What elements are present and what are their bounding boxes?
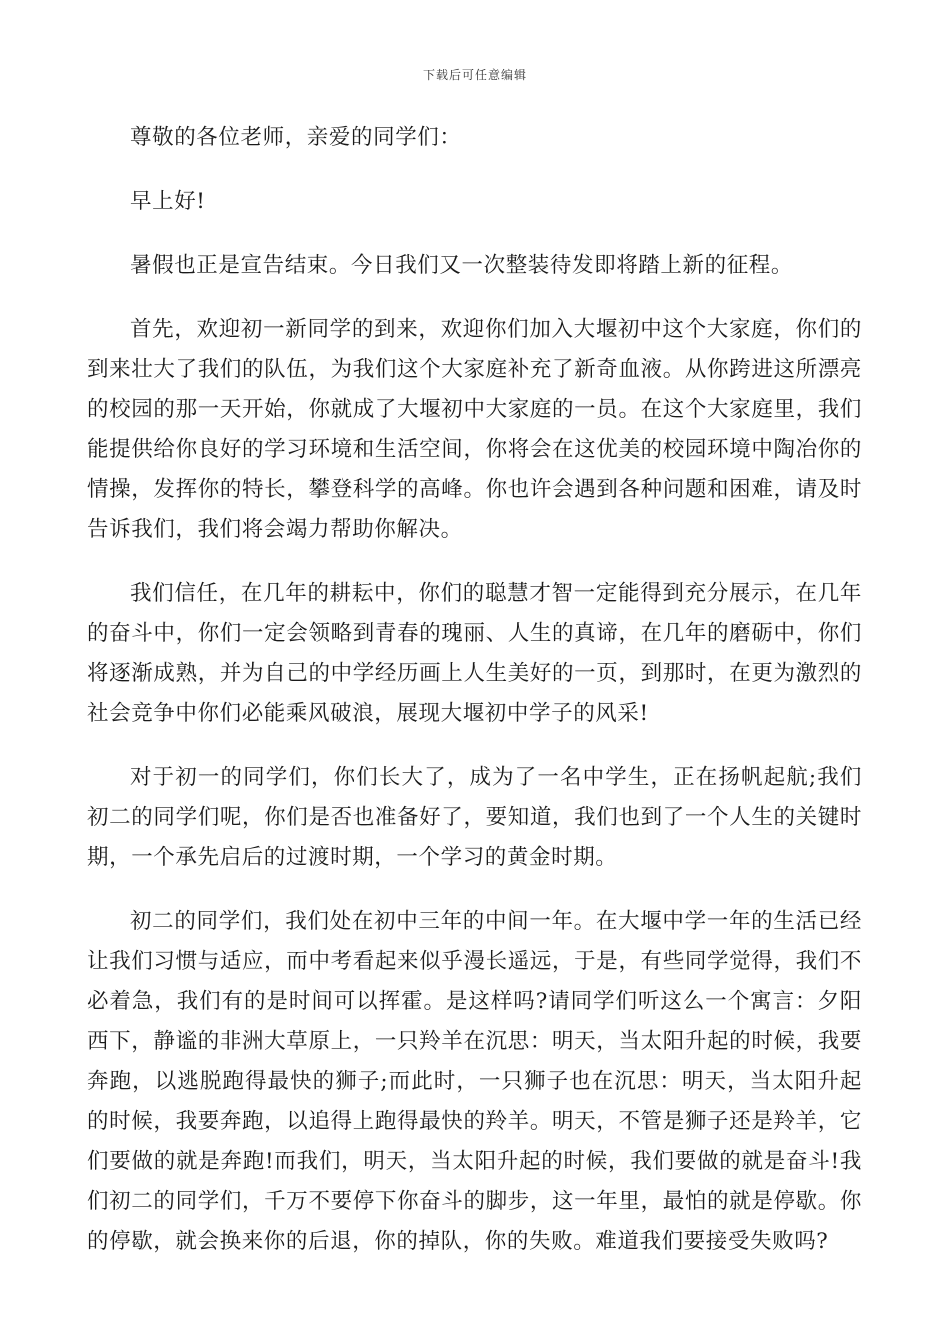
paragraph-trust: 我们信任，在几年的耕耘中，你们的聪慧才智一定能得到充分展示，在几年的奋斗中，你们一定会领略到青春的瑰丽、人生的真谛，在几年的磨砺中，你们将逐渐成熟，并为自己的中学经历画上人生美好的一页，到那时，在更为激烈的社会竞争中你们必能乘风破浪，展现大堰初中学子的风采!	[87, 581, 862, 726]
paragraph-welcome: 首先，欢迎初一新同学的到来，欢迎你们加入大堰初中这个大家庭，你们的到来壮大了我们的队伍，为我们这个大家庭补充了新奇血液。从你跨进这所漂亮的校园的那一天开始，你就成了大堰初中大家庭的一员。在这个大家庭里，我们能提供给你良好的学习环境和生活空间，你将会在这优美的校园环境中陶冶你的情操，发挥你的特长，攀登科学的高峰。你也许会遇到各种问题和困难，请及时告诉我们，我们将会竭力帮助你解决。	[87, 317, 862, 542]
document-body	[87, 118, 862, 1286]
page-header-watermark: 下载后可任意编辑	[422, 68, 527, 82]
paragraph-summer-end: 暑假也正是宣告结束。今日我们又一次整装待发即将踏上新的征程。	[130, 253, 794, 278]
salutation: 尊敬的各位老师，亲爱的同学们：	[130, 125, 462, 150]
paragraph-grade-two: 初二的同学们，我们处在初中三年的中间一年。在大堰中学一年的生活已经让我们习惯与适应，而中考看起来似乎漫长遥远，于是，有些同学觉得，我们不必着急，我们有的是时间可以挥霍。是这样吗?请同学们听这么一个寓言：夕阳西下，静谧的非洲大草原上，一只羚羊在沉思：明天，当太阳升起的时候，我要奔跑，以逃脱跑得最快的狮子;而此时，一只狮子也在沉思：明天，当太阳升起的时候，我要奔跑，以追得上跑得最快的羚羊。明天，不管是狮子还是羚羊，它们要做的就是奔跑!而我们，明天，当太阳升起的时候，我们要做的就是奋斗!我们初二的同学们，千万不要停下你奋斗的脚步，这一年里，最怕的就是停歇。你的停歇，就会换来你的后退，你的掉队，你的失败。难道我们要接受失败吗?	[87, 909, 862, 1254]
paragraph-grade-one: 对于初一的同学们，你们长大了，成为了一名中学生，正在扬帆起航;我们初二的同学们呢，你们是否也准备好了，要知道，我们也到了一个人生的关键时期，一个承先启后的过渡时期，一个学习的黄金时期。	[87, 765, 862, 870]
greeting: 早上好!	[130, 189, 206, 214]
